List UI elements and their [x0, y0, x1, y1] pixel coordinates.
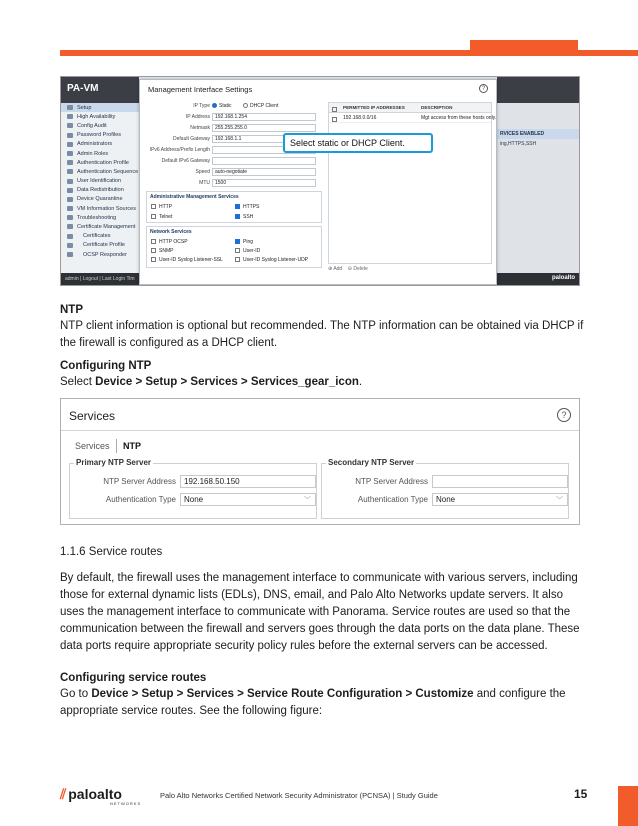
dhcp-client-radio[interactable]: DHCP Client	[243, 103, 278, 109]
network-services-title: Network Services	[150, 229, 192, 235]
delete-button[interactable]: ⊖ Delete	[347, 266, 368, 272]
services-ntp-screenshot	[60, 398, 580, 525]
status-footer	[61, 273, 139, 285]
header-accent-line	[60, 50, 638, 56]
sidebar-item[interactable]: VM Information Sources	[61, 204, 139, 213]
ipv6-address-label: IPv6 Address/Prefix Length	[149, 147, 210, 153]
services-enabled-value: ing,HTTPS,SSH	[500, 141, 537, 147]
checkbox-empty-icon[interactable]	[332, 117, 337, 122]
secondary-auth-select[interactable]: None ﹀	[432, 493, 568, 506]
checkbox-empty-icon	[235, 248, 240, 253]
sidebar-item[interactable]: Troubleshooting	[61, 213, 139, 222]
user-id-checkbox[interactable]: User-ID	[235, 248, 260, 254]
right-footer	[497, 273, 579, 285]
permitted-ip-table	[328, 102, 497, 264]
ipv6-gateway-label: Default IPv6 Gateway	[161, 158, 210, 164]
paloalto-logo: paloalto	[551, 275, 575, 281]
sidebar-item[interactable]: Certificate Management	[61, 222, 139, 231]
checkbox-empty-icon	[235, 257, 240, 262]
management-interface-dialog	[139, 79, 497, 285]
netmask-label: Netmask	[190, 125, 210, 131]
secondary-ntp-group	[321, 458, 569, 519]
sidebar-item[interactable]: Device Quarantine	[61, 195, 139, 204]
management-interface-screenshot	[60, 76, 580, 286]
ip-type-label: IP Type	[193, 103, 210, 109]
mtu-input[interactable]: 1500	[212, 179, 316, 187]
sidebar-item[interactable]: Certificates	[61, 232, 139, 241]
ipv6-gateway-row	[140, 157, 320, 166]
primary-address-label: NTP Server Address	[103, 477, 176, 486]
netmask-row	[140, 124, 320, 133]
add-button[interactable]: ⊕ Add	[328, 266, 343, 272]
checkbox-empty-icon	[151, 214, 156, 219]
checkbox-checked-icon	[235, 204, 240, 209]
gateway-input[interactable]: 192.168.1.1	[212, 135, 316, 143]
sidebar-item[interactable]: High Availability	[61, 112, 139, 121]
services-enabled-header: RVICES ENABLED	[497, 129, 579, 139]
divider	[61, 430, 579, 431]
speed-select[interactable]: auto-negotiate	[212, 168, 316, 176]
secondary-ntp-address-input[interactable]	[432, 475, 568, 488]
tab-services[interactable]: Services	[75, 441, 110, 451]
primary-auth-select[interactable]: None ﹀	[180, 493, 316, 506]
service-routes-heading: 1.1.6 Service routes	[60, 546, 163, 558]
sidebar-item[interactable]: Certificate Profile	[61, 241, 139, 250]
http-checkbox[interactable]: HTTP	[151, 204, 172, 210]
chevron-down-icon: ﹀	[304, 497, 311, 504]
ntp-select-instruction: Select Device > Setup > Services > Services_gear_icon.	[60, 376, 363, 388]
http-ocsp-checkbox[interactable]: HTTP OCSP	[151, 239, 188, 245]
footer-accent-bar	[618, 786, 638, 826]
ssh-checkbox[interactable]: SSH	[235, 214, 253, 220]
syslog-udp-checkbox[interactable]: User-ID Syslog Listener-UDP	[235, 257, 308, 263]
product-logo: PA-VM	[67, 83, 99, 94]
dialog-title: Management Interface Settings	[148, 85, 253, 94]
syslog-ssl-checkbox[interactable]: User-ID Syslog Listener-SSL	[151, 257, 223, 263]
sidebar-item[interactable]: User Identification	[61, 177, 139, 186]
configuring-ntp-heading: Configuring NTP	[60, 360, 152, 372]
network-services-group	[146, 226, 322, 268]
chevron-down-icon: ﹀	[556, 497, 563, 504]
right-panel	[497, 77, 579, 285]
paloalto-mark-icon: ⫽	[60, 786, 67, 802]
radio-selected-icon	[212, 103, 217, 108]
mtu-row	[140, 179, 320, 188]
admin-services-group	[146, 191, 322, 223]
footer-logo-sub: NETWORKS	[110, 801, 142, 806]
ip-address-row	[140, 113, 320, 122]
column-header-description[interactable]: DESCRIPTION	[421, 105, 453, 110]
sidebar-item[interactable]: Authentication Profile	[61, 158, 139, 167]
checkbox-checked-icon	[235, 214, 240, 219]
checkbox-empty-icon	[151, 248, 156, 253]
help-icon[interactable]: ?	[557, 408, 571, 422]
nav-panel	[61, 77, 139, 285]
https-checkbox[interactable]: HTTPS	[235, 204, 259, 210]
checkbox-checked-icon	[235, 239, 240, 244]
right-toolbar	[497, 77, 579, 103]
primary-ntp-address-input[interactable]: 192.168.50.150	[180, 475, 316, 488]
gateway-label: Default Gateway	[173, 136, 210, 142]
sidebar-item[interactable]: Administrators	[61, 140, 139, 149]
snmp-checkbox[interactable]: SNMP	[151, 248, 173, 254]
services-dialog-title: Services	[69, 409, 116, 423]
primary-auth-label: Authentication Type	[105, 495, 176, 504]
telnet-checkbox[interactable]: Telnet	[151, 214, 172, 220]
primary-ntp-group	[69, 458, 317, 519]
description-cell: Mgt access from these hosts only.	[421, 115, 497, 121]
ip-address-input[interactable]: 192.168.1.254	[212, 113, 316, 121]
device-sidebar	[61, 103, 139, 273]
ipv6-gateway-input[interactable]	[212, 157, 316, 165]
ip-type-row	[140, 102, 320, 111]
column-header-ip[interactable]: PERMITTED IP ADDRESSES	[343, 105, 405, 110]
checkbox-empty-icon	[151, 239, 156, 244]
sidebar-item[interactable]: Setup	[61, 103, 139, 112]
sidebar-item[interactable]: Admin Roles	[61, 149, 139, 158]
netmask-input[interactable]: 255.255.255.0	[212, 124, 316, 132]
service-routes-instruction: Go to Device > Setup > Services > Service Route Configuration > Customize and configure the appropriate service routes. See the following figure:	[60, 688, 566, 717]
configuring-service-routes-heading: Configuring service routes	[60, 672, 207, 684]
footer-left-text: admin | Logout | Last Login Tim	[65, 276, 135, 282]
footer-logo: ⫽ paloalto	[60, 786, 122, 802]
speed-row	[140, 168, 320, 177]
secondary-ntp-title: Secondary NTP Server	[328, 458, 415, 467]
permitted-ip-cell: 192.168.0.0/16	[343, 115, 377, 121]
page-number: 15	[574, 787, 588, 801]
ntp-body: NTP client information is optional but recommended. The NTP information can be obtained via DHCP if the firewall is configured as a DHCP client.	[60, 320, 584, 349]
secondary-address-label: NTP Server Address	[355, 477, 428, 486]
ip-address-label: IP Address	[185, 114, 210, 120]
service-routes-body: By default, the firewall uses the management interface to communicate with various servers, including those for external dynamic lists (EDLs), DNS, email, and Palo Alto Networks update servers. It also uses the management interface to communicate with Panorama. Service routes are used so that the communication between the firewall and servers goes through the data ports on the data plane. These data ports require appropriate security policy rules before the external servers can be accessed.	[60, 572, 580, 652]
sidebar-item[interactable]: OCSP Responder	[61, 250, 139, 259]
checkbox-empty-icon	[151, 204, 156, 209]
table-row[interactable]	[329, 113, 497, 123]
callout-annotation: Select static or DHCP Client.	[283, 133, 433, 153]
sidebar-item[interactable]: Config Audit	[61, 121, 139, 130]
tab-ntp[interactable]: NTP	[123, 441, 141, 451]
speed-label: Speed	[195, 169, 210, 175]
mtu-label: MTU	[199, 180, 210, 186]
tab-separator	[116, 439, 117, 453]
ping-checkbox[interactable]: Ping	[235, 239, 253, 245]
table-actions	[328, 266, 368, 272]
checkbox-empty-icon[interactable]	[332, 107, 337, 112]
radio-empty-icon	[243, 103, 248, 108]
static-radio[interactable]: Static	[212, 103, 232, 109]
table-header	[329, 103, 491, 113]
footer-guide-title: Palo Alto Networks Certified Network Security Administrator (PCNSA) | Study Guide	[160, 791, 438, 800]
primary-ntp-title: Primary NTP Server	[76, 458, 152, 467]
sidebar-item[interactable]: Authentication Sequence	[61, 167, 139, 176]
sidebar-item[interactable]: Data Redistribution	[61, 186, 139, 195]
checkbox-empty-icon	[151, 257, 156, 262]
admin-services-title: Administrative Management Services	[150, 194, 239, 200]
help-icon[interactable]: ?	[479, 84, 488, 93]
ntp-heading: NTP	[60, 304, 83, 316]
secondary-auth-label: Authentication Type	[357, 495, 428, 504]
sidebar-item[interactable]: Password Profiles	[61, 131, 139, 140]
